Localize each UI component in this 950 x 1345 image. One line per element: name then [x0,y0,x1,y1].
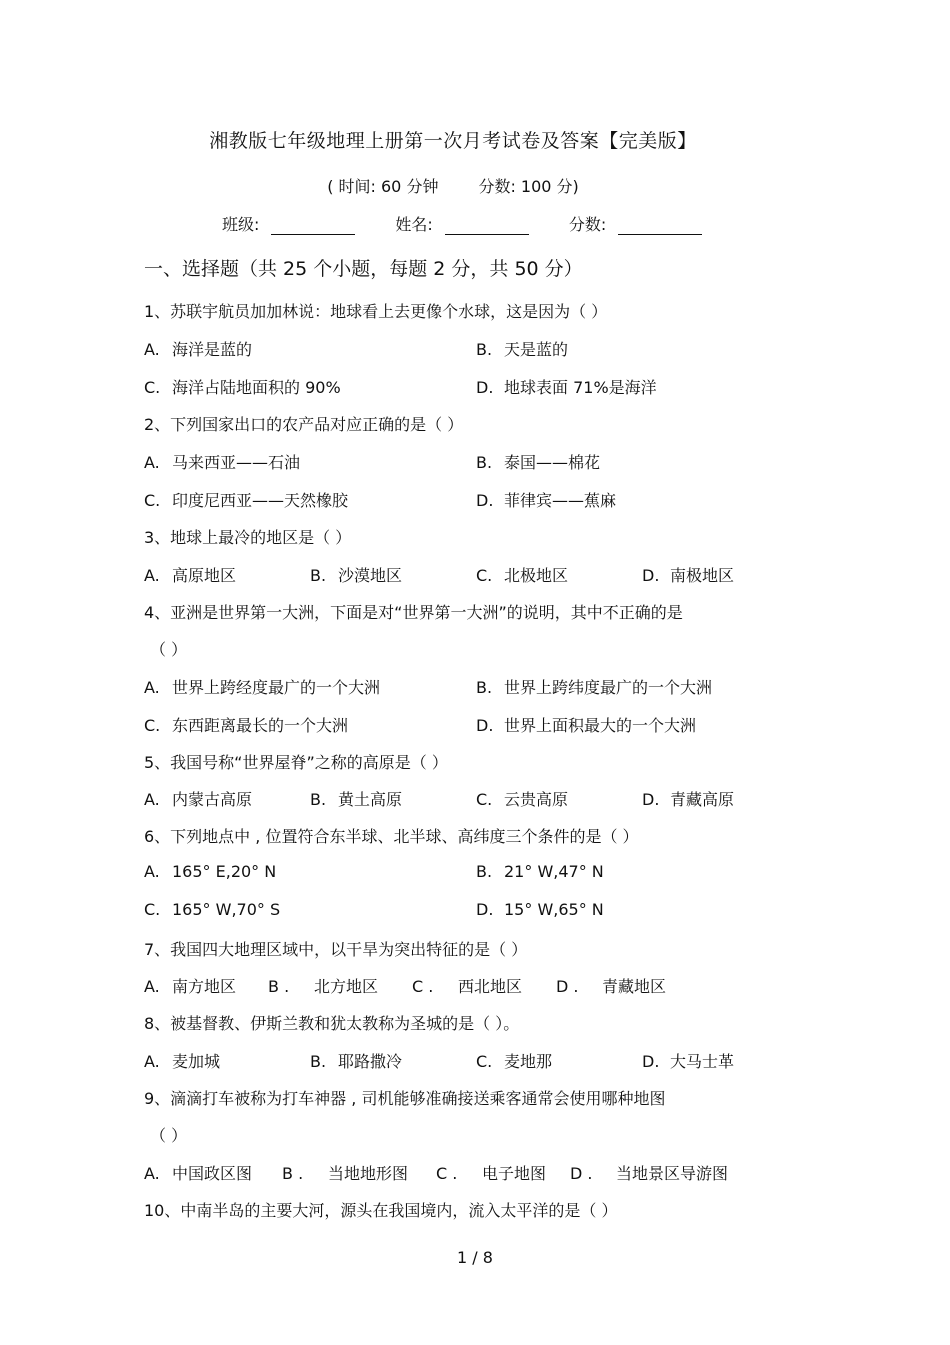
question-3-option-b: B. 沙漠地区 [310,566,403,585]
question-7-option-c: C . 西北地区 [412,977,523,996]
question-1-option-d: D. 地球表面 71%是海洋 [476,378,657,397]
name-label: 姓名: [395,215,433,234]
score-blank [618,216,702,235]
class-blank [271,216,355,235]
class-field [222,212,355,235]
question-4-option-b: B. 世界上跨纬度最广的一个大洲 [476,678,713,697]
question-9-option-d: D . 当地景区导游图 [570,1164,729,1183]
section-title: 一、选择题（共 25 个小题，每题 2 分，共 50 分） [144,258,583,280]
name-blank [445,216,529,235]
student-info [222,212,742,235]
total-score-label: 分数: 100 分) [478,177,579,196]
question-6: 6、下列地点中 , 位置符合东半球、北半球、高纬度三个条件的是（ ） [144,827,639,846]
question-7-option-d: D . 青藏地区 [556,977,667,996]
question-1: 1、苏联宇航员加加林说：地球看上去更像个水球，这是因为（ ） [144,302,608,321]
question-1-option-b: B. 天是蓝的 [476,340,569,359]
question-9: 9、滴滴打车被称为打车神器 , 司机能够准确接送乘客通常会使用哪种地图 [144,1089,666,1108]
time-score-line [0,174,906,197]
question-7-option-a: A. 南方地区 [144,977,237,996]
question-9-option-a: A. 中国政区图 [144,1164,253,1183]
question-6-option-c: C. 165° W,70° S [144,900,281,919]
question-3-option-c: C. 北极地区 [476,566,569,585]
question-6-option-d: D. 15° W,65° N [476,900,604,919]
question-3: 3、地球上最冷的地区是（ ） [144,528,352,547]
question-4-option-c: C. 东西距离最长的一个大洲 [144,716,349,735]
question-2: 2、下列国家出口的农产品对应正确的是（ ） [144,415,464,434]
question-7-option-b: B . 北方地区 [268,977,379,996]
question-2-option-a: A. 马来西亚——石油 [144,453,301,472]
question-9-option-b: B . 当地地形图 [282,1164,409,1183]
page-title: 湘教版七年级地理上册第一次月考试卷及答案【完美版】 [209,130,697,152]
question-3-option-a: A. 高原地区 [144,566,237,585]
question-5-option-d: D. 青藏高原 [642,790,735,809]
score-label: 分数: [568,215,607,234]
score-field [569,212,702,235]
name-field [395,212,528,235]
question-8-option-c: C. 麦地那 [476,1052,553,1071]
question-7: 7、我国四大地理区域中，以干旱为突出特征的是（ ） [144,940,528,959]
question-4-bracket: （ ） [150,640,188,659]
question-6-option-b: B. 21° W,47° N [476,862,604,881]
page-number: 1 / 8 [457,1248,493,1267]
question-8: 8、被基督教、伊斯兰教和犹太教称为圣城的是（ ）。 [144,1014,520,1033]
question-9-option-c: C . 电子地图 [436,1164,547,1183]
question-5-option-b: B. 黄土高原 [310,790,403,809]
question-3-option-d: D. 南极地区 [642,566,735,585]
question-5-option-a: A. 内蒙古高原 [144,790,253,809]
time-label: ( 时间: 60 分钟 [327,177,439,196]
question-2-option-b: B. 泰国——棉花 [476,453,601,472]
question-2-option-c: C. 印度尼西亚——天然橡胶 [144,491,349,510]
question-4-option-a: A. 世界上跨经度最广的一个大洲 [144,678,381,697]
question-1-option-c: C. 海洋占陆地面积的 90% [144,378,341,397]
question-6-option-a: A. 165° E,20° N [144,862,277,881]
class-label: 班级: [222,215,260,234]
question-8-option-d: D. 大马士革 [642,1052,735,1071]
question-9-bracket: （ ） [150,1126,188,1145]
question-10: 10、中南半岛的主要大河，源头在我国境内，流入太平洋的是（ ） [144,1201,618,1220]
question-4: 4、亚洲是世界第一大洲，下面是对“世界第一大洲”的说明，其中不正确的是 [144,603,683,622]
question-5-option-c: C. 云贵高原 [476,790,569,809]
question-8-option-b: B. 耶路撒冷 [310,1052,403,1071]
question-8-option-a: A. 麦加城 [144,1052,221,1071]
question-2-option-d: D. 菲律宾——蕉麻 [476,491,617,510]
question-1-option-a: A. 海洋是蓝的 [144,340,253,359]
question-4-option-d: D. 世界上面积最大的一个大洲 [476,716,697,735]
question-5: 5、我国号称“世界屋脊”之称的高原是（ ） [144,753,448,772]
